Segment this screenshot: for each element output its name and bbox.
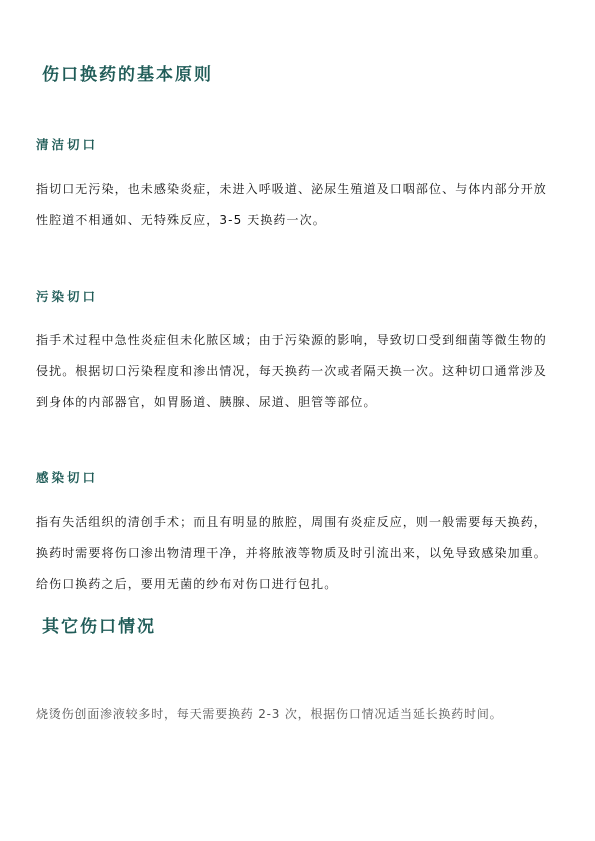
subheading-infected-incision: 感染切口 bbox=[36, 470, 99, 485]
paragraph-burn-wounds: 烧烫伤创面渗液较多时，每天需要换药 2-3 次，根据伤口情况适当延长换药时间。 bbox=[36, 707, 503, 721]
paragraph-clean-incision: 指切口无污染，也未感染炎症，未进入呼吸道、泌尿生殖道及口咽部位、与体内部分开放性腔道不相通如、无特殊反应，3-5 天换药一次。 bbox=[36, 182, 547, 227]
section-title-other-wounds: 其它伤口情况 bbox=[42, 617, 156, 637]
subheading-contaminated-incision: 污染切口 bbox=[36, 289, 99, 304]
paragraph-contaminated-incision: 指手术过程中急性炎症但未化脓区域；由于污染源的影响，导致切口受到细菌等微生物的侵扰。根据切口污染程度和渗出情况，每天换药一次或者隔天换一次。这种切口通常涉及到身体的内部器官，如胃肠道、胰腺、尿道、胆管等部位。 bbox=[36, 333, 547, 409]
paragraph-infected-incision: 指有失活组织的清创手术；而且有明显的脓腔，周围有炎症反应，则一般需要每天换药，换药时需要将伤口渗出物清理干净，并将脓液等物质及时引流出来，以免导致感染加重。给伤口换药之后，要用无菌的纱布对伤口进行包扎。 bbox=[36, 515, 547, 591]
section-title-basic-principles: 伤口换药的基本原则 bbox=[42, 65, 213, 85]
subheading-clean-incision: 清洁切口 bbox=[36, 137, 99, 152]
